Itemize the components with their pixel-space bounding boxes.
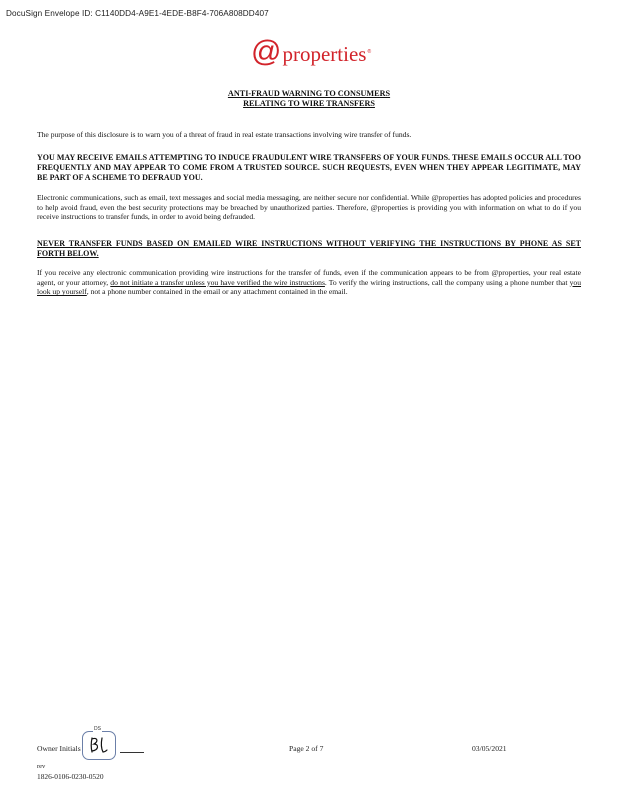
logo-word: properties	[282, 42, 367, 66]
docusign-tag: DS	[94, 726, 101, 732]
page-number: Page 2 of 7	[289, 744, 324, 753]
logo-at-symbol: @	[251, 35, 282, 68]
title-line-2: RELATING TO WIRE TRANSFERS	[243, 99, 375, 108]
never-transfer-text: NEVER TRANSFER FUNDS BASED ON EMAILED WIRE INSTRUCTIONS WITHOUT VERIFYING THE INSTRUCTIONS BY PHONE AS SET FORTH BELOW.	[37, 239, 581, 258]
logo-trademark: ®	[367, 49, 372, 55]
verify-text-e: , not a phone number contained in the email or any attachment contained in the email.	[86, 287, 348, 297]
paragraph-email-warning: YOU MAY RECEIVE EMAILS ATTEMPTING TO INDUCE FRAUDULENT WIRE TRANSFERS OF YOUR FUNDS. THESE EMAILS OCCUR ALL TOO FREQUENTLY AND MAY APPEAR TO COME FROM A TRUSTED SOURCE. SUCH REQUESTS, EVEN WHEN THEY APPEAR LEGITIMATE, MAY BE PART OF A SCHEME TO DEFRAUD YOU.	[37, 153, 581, 182]
verify-text-a: If you receive any electronic communication providing wire instructions for the transfer of funds, even if the communication appears to be from @properties, your real estate agent, or your attorney,	[37, 268, 581, 287]
paragraph-electronic-communications: Electronic communications, such as email, text messages and social media messaging, are neither secure nor confidential. While @properties has adopted policies and procedures to help avoid fraud, even the best security protections may be breached by unauthorized parties. Therefore, @properties is providing you with information on what to do if you receive instructions to transfer funds, in order to avoid being defrauded.	[37, 193, 581, 222]
verify-text-underlined-1: do not initiate a transfer unless you have verified the wire instructions	[110, 277, 325, 287]
document-title	[0, 89, 618, 109]
docusign-envelope-id: DocuSign Envelope ID: C1140DD4-A9E1-4EDE-B8F4-706A808DD407	[6, 9, 269, 18]
paragraph-purpose: The purpose of this disclosure is to warn you of a threat of fraud in real estate transactions involving wire transfer of funds.	[37, 130, 412, 139]
paragraph-verify-instructions	[37, 268, 581, 297]
verify-text-underlined-2: you look up yourself	[37, 277, 582, 297]
owner-initials-label: Owner Initials	[37, 744, 81, 753]
initials-signature-field[interactable]	[82, 726, 116, 760]
revision-label: rev	[37, 763, 46, 770]
verify-text-c: . To verify the wiring instructions, call the company using a phone number that	[324, 277, 570, 287]
paragraph-never-transfer	[37, 239, 581, 259]
document-date: 03/05/2021	[472, 744, 507, 753]
initials-line	[120, 752, 144, 753]
form-code: 1826-0106-0230-0520	[37, 772, 104, 781]
properties-logo	[251, 37, 371, 69]
handwritten-initials-icon	[88, 736, 110, 754]
title-line-1: ANTI-FRAUD WARNING TO CONSUMERS	[227, 89, 391, 98]
